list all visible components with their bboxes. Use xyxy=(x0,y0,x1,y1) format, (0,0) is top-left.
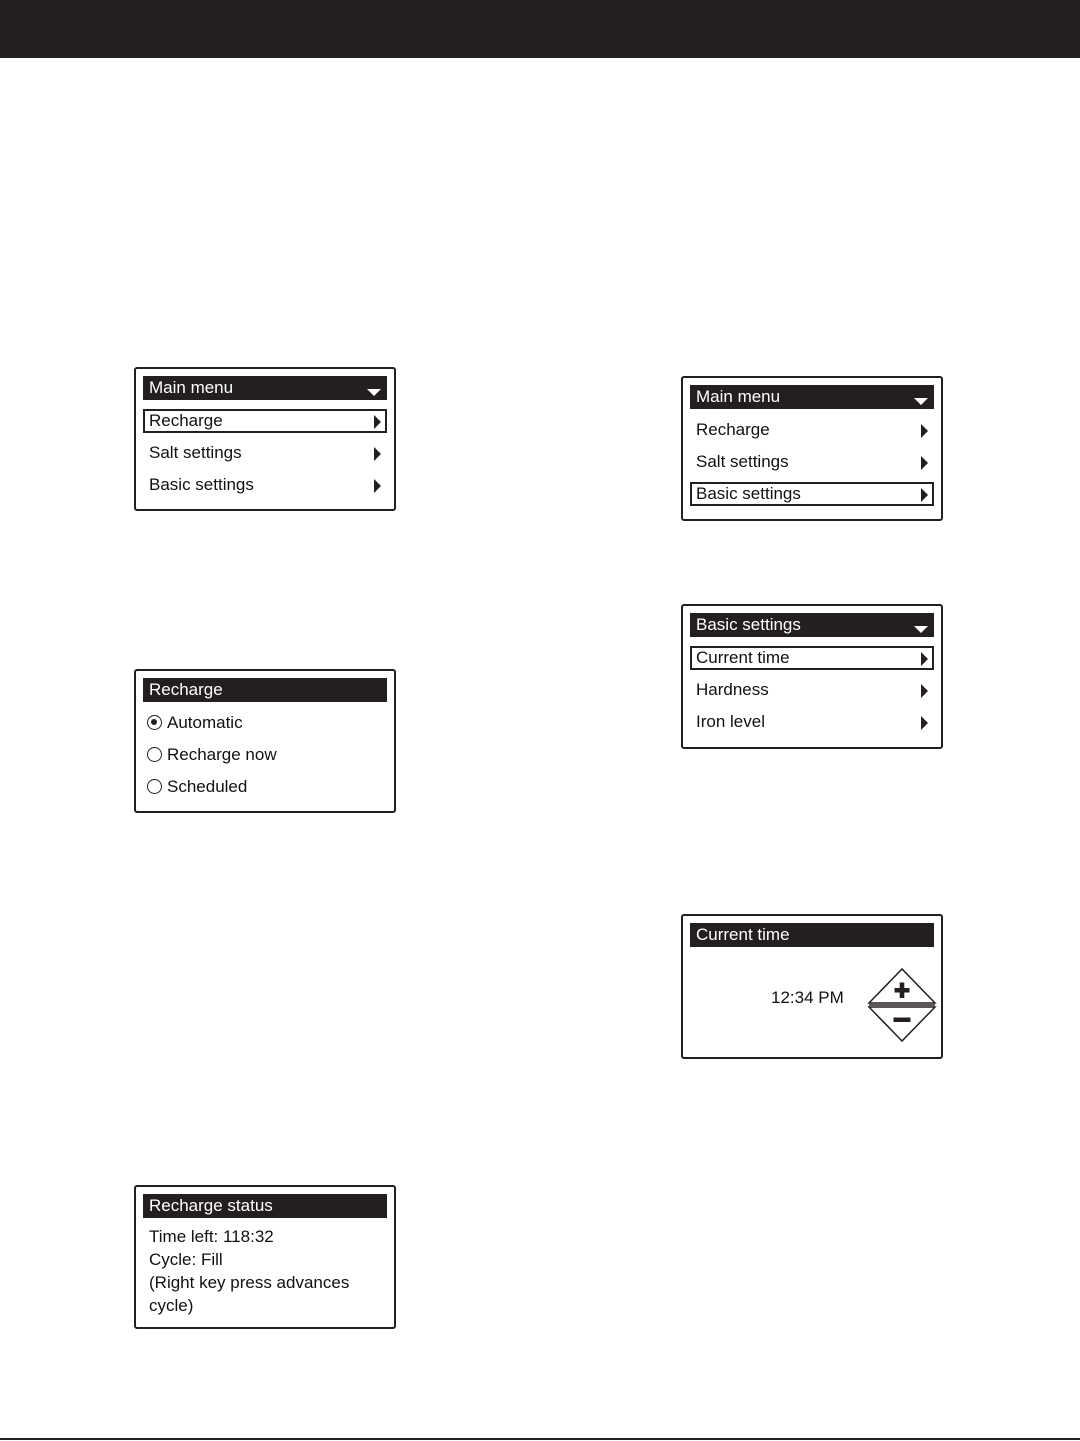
menu-item-basic-settings[interactable] xyxy=(690,482,934,506)
menu-item-label: Recharge xyxy=(696,420,770,439)
option-scheduled[interactable] xyxy=(147,775,247,799)
radio-unchecked-icon[interactable] xyxy=(147,779,162,794)
increment-button[interactable] xyxy=(869,969,935,1003)
minus-icon xyxy=(894,1018,911,1023)
menu-item-label: Basic settings xyxy=(149,475,254,494)
menu-item-recharge[interactable] xyxy=(143,409,387,433)
arrow-right-icon xyxy=(374,479,381,493)
option-automatic[interactable] xyxy=(147,711,243,735)
screen-title: Basic settings xyxy=(696,615,801,634)
status-time-left: Time left: 118:32 xyxy=(149,1227,274,1246)
option-label: Recharge now xyxy=(167,745,277,764)
arrow-right-icon xyxy=(921,456,928,470)
arrow-right-icon xyxy=(921,488,928,502)
recharge-status-screen xyxy=(134,1185,396,1329)
arrow-right-icon xyxy=(374,447,381,461)
screen-title-bar xyxy=(143,678,387,702)
status-hint-line-2: cycle) xyxy=(149,1296,194,1315)
radio-unchecked-icon[interactable] xyxy=(147,747,162,762)
recharge-screen xyxy=(134,669,396,813)
page-header-bar xyxy=(0,0,1080,58)
time-stepper xyxy=(867,967,937,1043)
screen-title-bar xyxy=(690,385,934,409)
status-hint-line-1: (Right key press advances xyxy=(149,1273,350,1292)
menu-item-salt-settings[interactable] xyxy=(690,450,934,474)
option-label: Automatic xyxy=(167,713,243,732)
screen-title: Recharge status xyxy=(149,1196,273,1215)
option-recharge-now[interactable] xyxy=(147,743,277,767)
screen-title-bar xyxy=(143,1194,387,1218)
menu-item-basic-settings[interactable] xyxy=(143,473,387,497)
chevron-down-icon xyxy=(367,389,381,396)
page-footer-rule xyxy=(0,1438,1080,1440)
current-time-screen xyxy=(681,914,943,1059)
menu-item-label: Basic settings xyxy=(696,484,801,503)
chevron-down-icon xyxy=(914,626,928,633)
arrow-right-icon xyxy=(921,424,928,438)
menu-item-recharge[interactable] xyxy=(690,418,934,442)
screen-title-bar xyxy=(143,376,387,400)
menu-item-label: Current time xyxy=(696,648,790,667)
menu-item-salt-settings[interactable] xyxy=(143,441,387,465)
menu-item-label: Salt settings xyxy=(149,443,242,462)
menu-item-label: Hardness xyxy=(696,680,769,699)
menu-item-label: Salt settings xyxy=(696,452,789,471)
menu-item-hardness[interactable] xyxy=(690,678,934,702)
main-menu-screen-recharge-selected xyxy=(134,367,396,511)
option-label: Scheduled xyxy=(167,777,248,796)
radio-checked-icon[interactable] xyxy=(147,715,162,730)
chevron-down-icon xyxy=(914,398,928,405)
screen-title: Recharge xyxy=(149,680,223,699)
arrow-right-icon xyxy=(921,652,928,666)
status-cycle: Cycle: Fill xyxy=(149,1250,223,1269)
menu-item-current-time[interactable] xyxy=(690,646,934,670)
current-time-value: 12:34 PM xyxy=(771,988,844,1007)
screen-title: Main menu xyxy=(696,387,781,406)
screen-title-bar xyxy=(690,613,934,637)
status-text xyxy=(149,1225,389,1317)
arrow-right-icon xyxy=(921,716,928,730)
menu-item-label: Recharge xyxy=(149,411,223,430)
screen-title: Main menu xyxy=(149,378,234,397)
menu-item-label: Iron level xyxy=(696,712,765,731)
menu-item-iron-level[interactable] xyxy=(690,710,934,734)
basic-settings-screen xyxy=(681,604,943,749)
arrow-right-icon xyxy=(921,684,928,698)
decrement-button[interactable] xyxy=(869,1007,935,1041)
main-menu-screen-basic-selected xyxy=(681,376,943,521)
screen-title: Current time xyxy=(696,925,790,944)
screen-title-bar xyxy=(690,923,934,947)
arrow-right-icon xyxy=(374,415,381,429)
